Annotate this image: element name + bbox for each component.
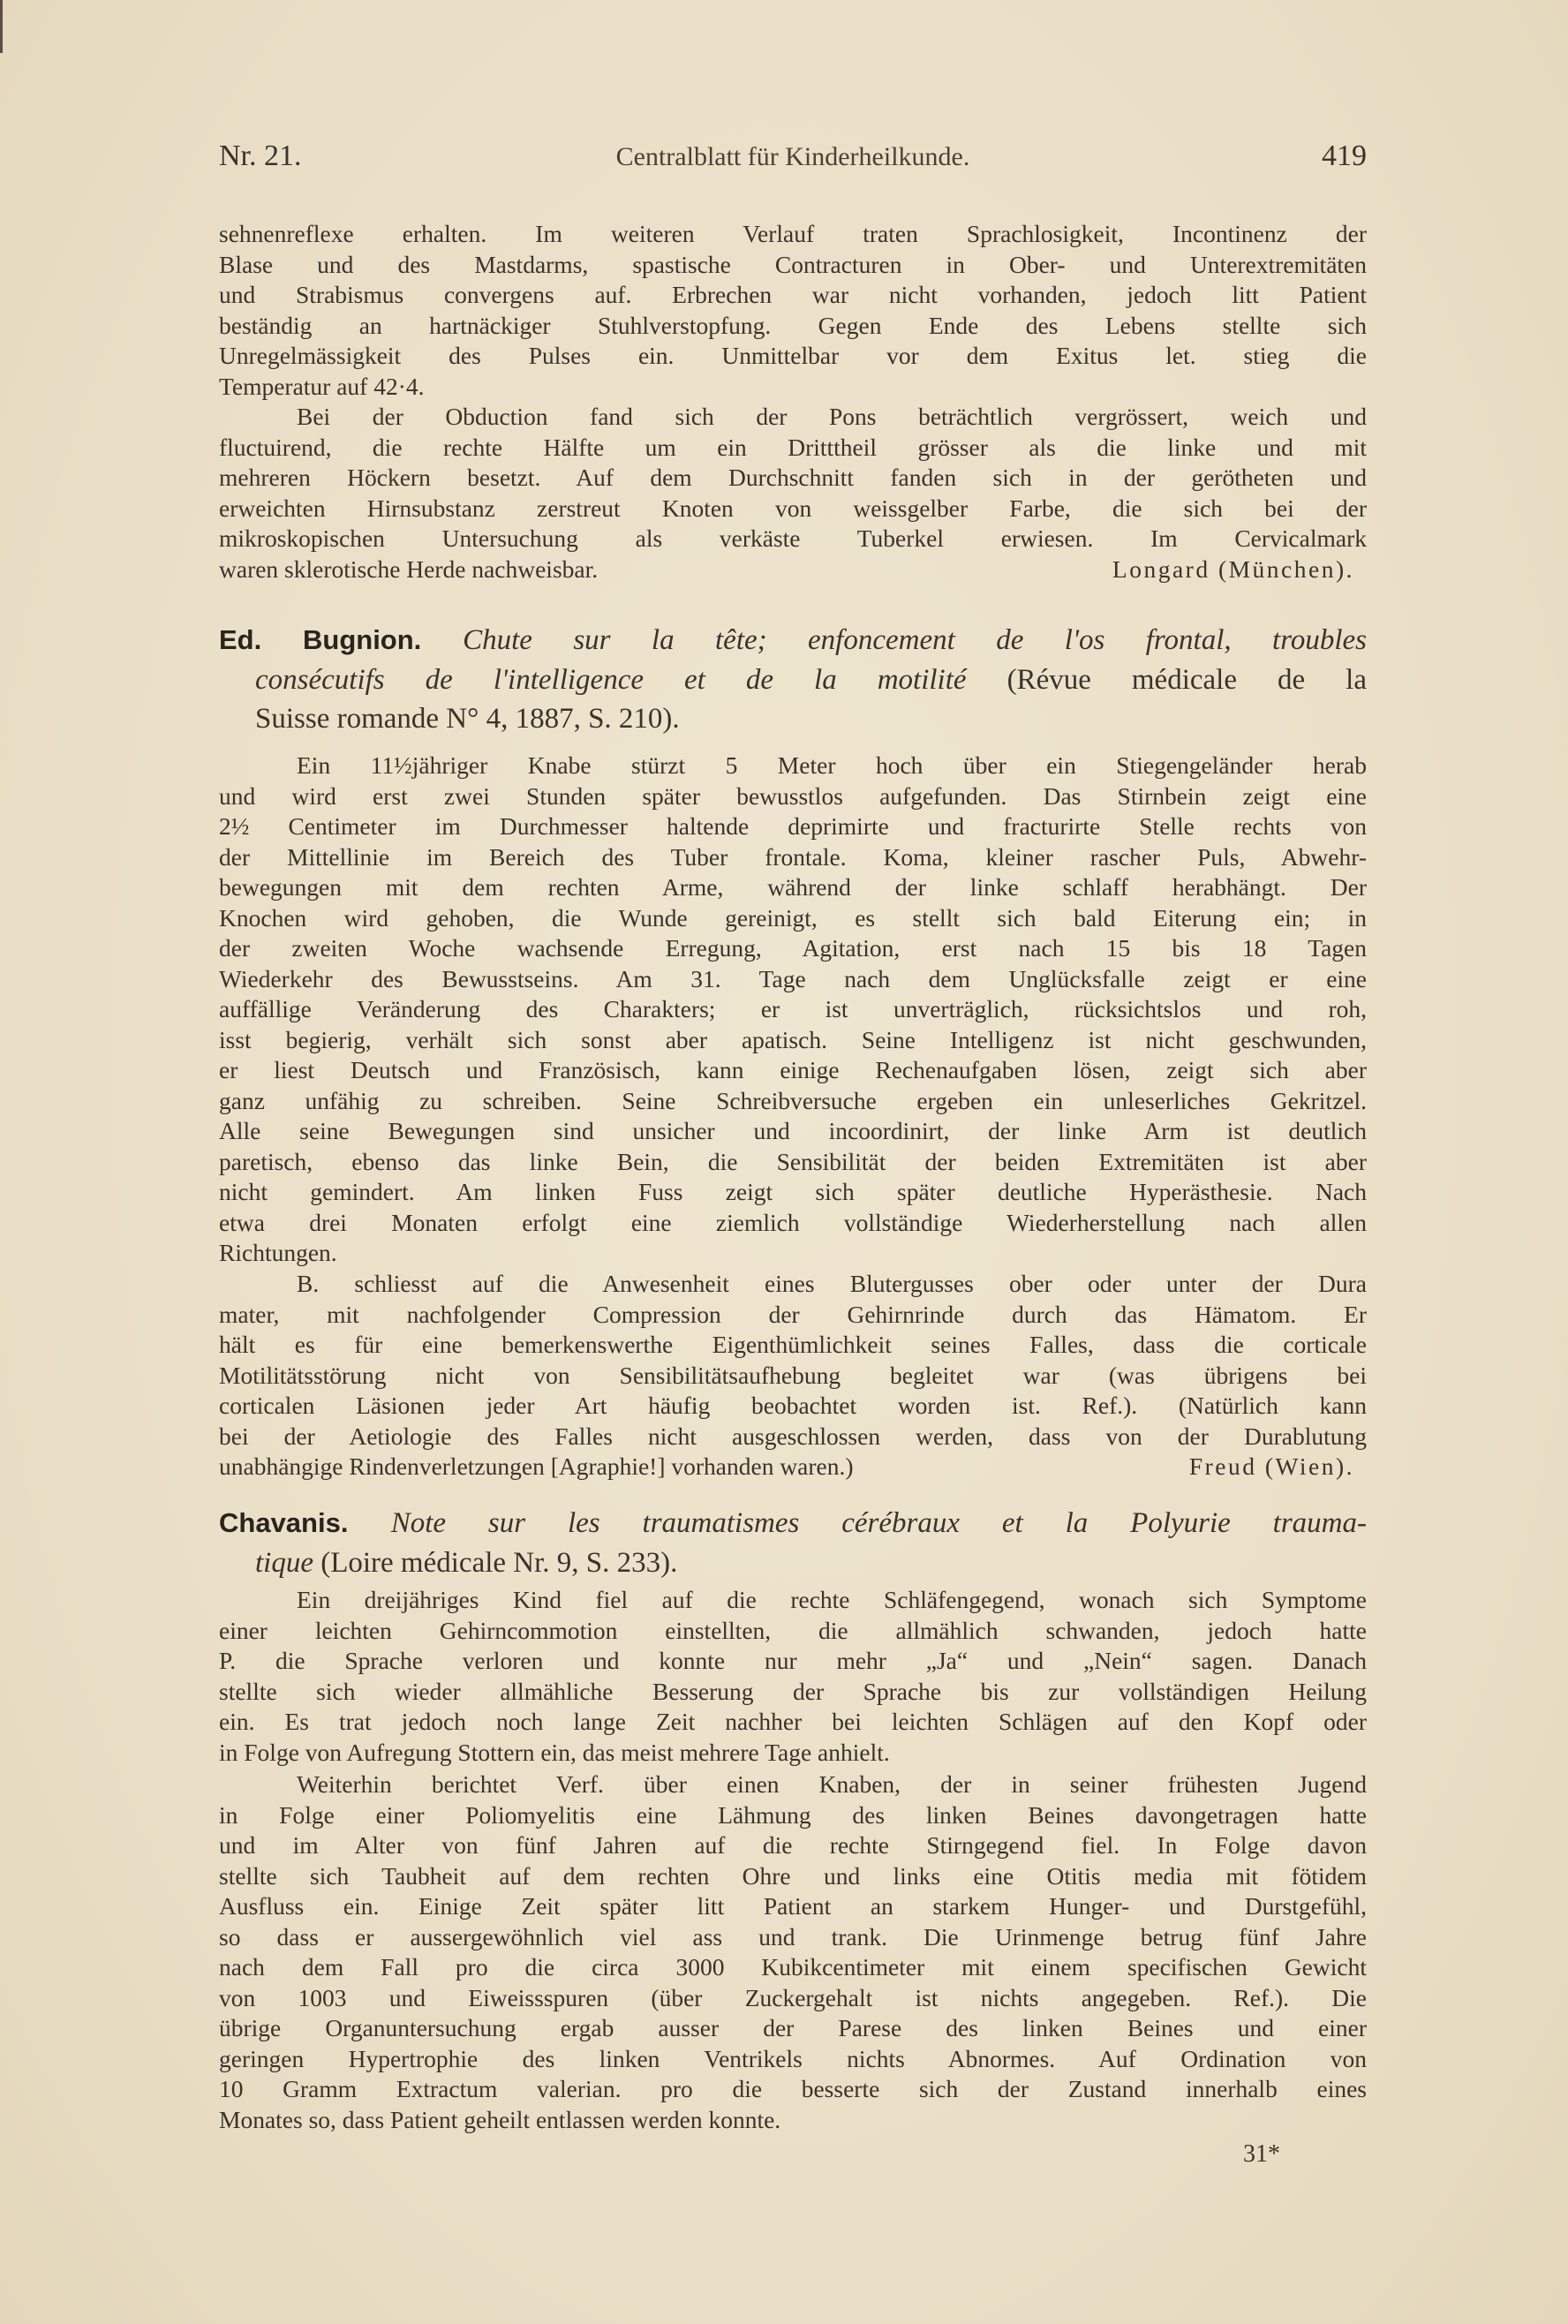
text-line: Ausfluss ein. Einige Zeit später litt Patient an starkem Hunger- und Durstgefühl, xyxy=(219,1892,1367,1920)
source-citation: (Loire médicale Nr. 9, S. 233). xyxy=(320,1546,678,1579)
journal-title: Centralblatt für Kinderheilkunde. xyxy=(615,142,970,171)
text-line: so dass er aussergewöhnlich viel ass und trank. Die Urinmenge betrug fünf Jahre xyxy=(219,1922,1367,1950)
text-line-content: waren sklerotische Herde nachweisbar. xyxy=(219,555,599,583)
paragraph xyxy=(219,402,1367,585)
text-line xyxy=(219,555,1367,585)
text-line: in Folge einer Poliomyelitis eine Lähmung des linken Beines davongetragen hatte xyxy=(219,1800,1367,1829)
text-line: Weiterhin berichtet Verf. über einen Knaben, der in seiner frühesten Jugend xyxy=(297,1770,1367,1798)
text-line: paretisch, ebenso das linke Bein, die Sensibilität der beiden Extremitäten ist aber xyxy=(219,1147,1367,1175)
text-line: 10 Gramm Extractum valerian. pro die besserte sich der Zustand innerhalb eines xyxy=(219,2075,1367,2102)
text-line: nicht gemindert. Am linken Fuss zeigt sich später deutliche Hyperästhesie. Nach xyxy=(219,1178,1367,1205)
text-line: und Strabismus convergens auf. Erbrechen war nicht vorhanden, jedoch litt Patient xyxy=(219,281,1367,308)
text-line: Blase und des Mastdarms, spastische Contracturen in Ober- und Unterextremitäten xyxy=(219,250,1367,278)
text-line: Wiederkehr des Bewusstseins. Am 31. Tage nach dem Unglücksfalle zeigt er eine xyxy=(219,964,1367,992)
text-line: etwa drei Monaten erfolgt eine ziemlich vollständige Wiederherstellung nach allen xyxy=(219,1208,1367,1236)
article-heading-chavanis xyxy=(219,1504,1367,1582)
author-name: Ed. Bugnion. xyxy=(219,624,464,655)
issue-number: Nr. 21. xyxy=(219,140,302,172)
text-line: Temperatur auf 42·4. xyxy=(219,372,425,400)
text-line: Motilitätsstörung nicht von Sensibilitätsaufhebung begleitet war (was übrigens bei xyxy=(219,1361,1367,1389)
text-line: Richtungen. xyxy=(219,1239,337,1266)
text-line: mater, mit nachfolgender Compression der Gehirnrinde durch das Hämatom. Er xyxy=(219,1300,1367,1328)
text-line: P. die Sprache verloren und konnte nur mehr „Ja“ und „Nein“ sagen. Danach xyxy=(219,1647,1367,1674)
text-line: stellte sich Taubheit auf dem rechten Ohre und links eine Otitis media mit fötidem xyxy=(219,1861,1367,1890)
page-number: 419 xyxy=(1322,140,1367,172)
text-line: isst begierig, verhält sich sonst aber apatisch. Seine Intelligenz ist nicht geschwunden, xyxy=(219,1025,1367,1053)
text-line: B. schliesst auf die Anwesenheit eines Blutergusses ober oder unter der Dura xyxy=(297,1270,1367,1297)
text-line-content: unabhängige Rindenverletzungen [Agraphie!] vorhanden waren.) xyxy=(219,1452,854,1480)
text-line: geringen Hypertrophie des linken Ventrikels nichts Abnormes. Auf Ordination von xyxy=(219,2044,1367,2072)
folio-signature: 31* xyxy=(1243,2140,1280,2168)
text-line: sehnenreflexe erhalten. Im weiteren Verlauf traten Sprachlosigkeit, Incontinenz der xyxy=(219,220,1367,247)
text-line: der zweiten Woche wachsende Erregung, Agitation, erst nach 15 bis 18 Tagen xyxy=(219,934,1367,962)
text-line: der Mittellinie im Bereich des Tuber frontale. Koma, kleiner rascher Puls, Abwehr- xyxy=(219,842,1367,871)
reviewer-signature: Freud (Wien). xyxy=(1188,1452,1354,1480)
article-title: tique xyxy=(255,1546,321,1579)
text-line: Ein 11½jähriger Knabe stürzt 5 Meter hoch über ein Stiegengeländer herab xyxy=(297,751,1367,779)
heading-line xyxy=(219,621,1367,660)
heading-line xyxy=(219,699,1367,739)
text-line: einer leichten Gehirncommotion einstellten, die allmählich schwanden, jedoch hatte xyxy=(219,1616,1367,1644)
source-citation: Suisse romande N° 4, 1887, S. 210). xyxy=(255,703,680,735)
article-title: Chute sur la tête; enfoncement de l'os frontal, troubles xyxy=(463,624,1367,656)
scan-edge xyxy=(0,0,3,53)
paragraph xyxy=(219,1585,1367,1768)
article-title: consécutifs de l'intelligence et de la motilité xyxy=(255,663,1007,696)
text-line: ein. Es trat jedoch noch lange Zeit nachher bei leichten Schlägen auf den Kopf oder xyxy=(219,1708,1367,1735)
paragraph xyxy=(219,1769,1367,2135)
text-line: und im Alter von fünf Jahren auf die rechte Stirngegend fiel. In Folge davon xyxy=(219,1831,1367,1859)
text-line: von 1003 und Eiweissspuren (über Zuckergehalt ist nichts angegeben. Ref.). Die xyxy=(219,1983,1367,2011)
article-heading-bugnion xyxy=(219,621,1367,739)
heading-line xyxy=(219,1504,1367,1543)
text-line: stellte sich wieder allmähliche Besserung der Sprache bis zur vollständigen Heilung xyxy=(219,1677,1367,1705)
source-citation: (Révue médicale de la xyxy=(1006,663,1367,696)
text-line: beständig an hartnäckiger Stuhlverstopfung. Gegen Ende des Lebens stellte sich xyxy=(219,311,1367,339)
text-line: bei der Aetiologie des Falles nicht ausgeschlossen werden, dass von der Durablutung xyxy=(219,1422,1367,1450)
text-line: übrige Organuntersuchung ergab ausser der Parese des linken Beines und einer xyxy=(219,2014,1367,2041)
text-line: ganz unfähig zu schreiben. Seine Schreibversuche ergeben ein unleserliches Gekritzel. xyxy=(219,1086,1367,1114)
text-line: Ein dreijähriges Kind fiel auf die rechte Schläfengegend, wonach sich Symptome xyxy=(297,1586,1367,1613)
text-line: und wird erst zwei Stunden später bewusstlos aufgefunden. Das Stirnbein zeigt eine xyxy=(219,781,1367,810)
paragraph xyxy=(219,1269,1367,1483)
article-title: Note sur les traumatismes cérébraux et la Polyurie trauma- xyxy=(390,1507,1368,1539)
text-line: mehreren Höckern besetzt. Auf dem Durchschnitt fanden sich in der gerötheten und xyxy=(219,464,1367,491)
text-line xyxy=(219,1452,1367,1483)
text-line: 2½ Centimeter im Durchmesser haltende deprimirte und fracturirte Stelle rechts von xyxy=(219,812,1367,840)
heading-line xyxy=(219,660,1367,700)
text-line: hält es für eine bemerkenswerthe Eigenthümlichkeit seines Falles, dass die corticale xyxy=(219,1331,1367,1358)
text-line: auffällige Veränderung des Charakters; er ist unverträglich, rücksichtslos und roh, xyxy=(219,995,1367,1022)
text-line: mikroskopischen Untersuchung als verkäste Tuberkel erwiesen. Im Cervicalmark xyxy=(219,524,1367,552)
text-line: erweichten Hirnsubstanz zerstreut Knoten von weissgelber Farbe, die sich bei der xyxy=(219,494,1367,522)
text-line: bewegungen mit dem rechten Arme, während der linke schlaff herabhängt. Der xyxy=(219,873,1367,901)
text-line: Alle seine Bewegungen sind unsicher und incoordinirt, der linke Arm ist deutlich xyxy=(219,1117,1367,1144)
heading-line xyxy=(219,1543,1367,1583)
running-head xyxy=(219,140,1367,178)
paragraph xyxy=(219,219,1367,402)
text-line: in Folge von Aufregung Stottern ein, das meist mehrere Tage anhielt. xyxy=(219,1738,890,1766)
text-line: Knochen wird gehoben, die Wunde gereinigt, es stellt sich bald Eiterung ein; in xyxy=(219,903,1367,932)
text-line: Monates so, dass Patient geheilt entlassen werden konnte. xyxy=(219,2105,781,2133)
text-line: Unregelmässigkeit des Pulses ein. Unmittelbar vor dem Exitus let. stieg die xyxy=(219,342,1367,369)
text-line: fluctuirend, die rechte Hälfte um ein Dritttheil grösser als die linke und mit xyxy=(219,433,1367,461)
text-line: corticalen Läsionen jeder Art häufig beobachtet worden ist. Ref.). (Natürlich kann xyxy=(219,1392,1367,1419)
reviewer-signature: Longard (München). xyxy=(1112,555,1354,583)
paragraph xyxy=(219,751,1367,1269)
text-line: Bei der Obduction fand sich der Pons beträchtlich vergrössert, weich und xyxy=(297,403,1367,430)
author-name: Chavanis. xyxy=(219,1507,391,1538)
text-line: er liest Deutsch und Französisch, kann einige Rechenaufgaben lösen, zeigt sich aber xyxy=(219,1056,1367,1083)
text-line: nach dem Fall pro die circa 3000 Kubikcentimeter mit einem specifischen Gewicht xyxy=(219,1953,1367,1981)
